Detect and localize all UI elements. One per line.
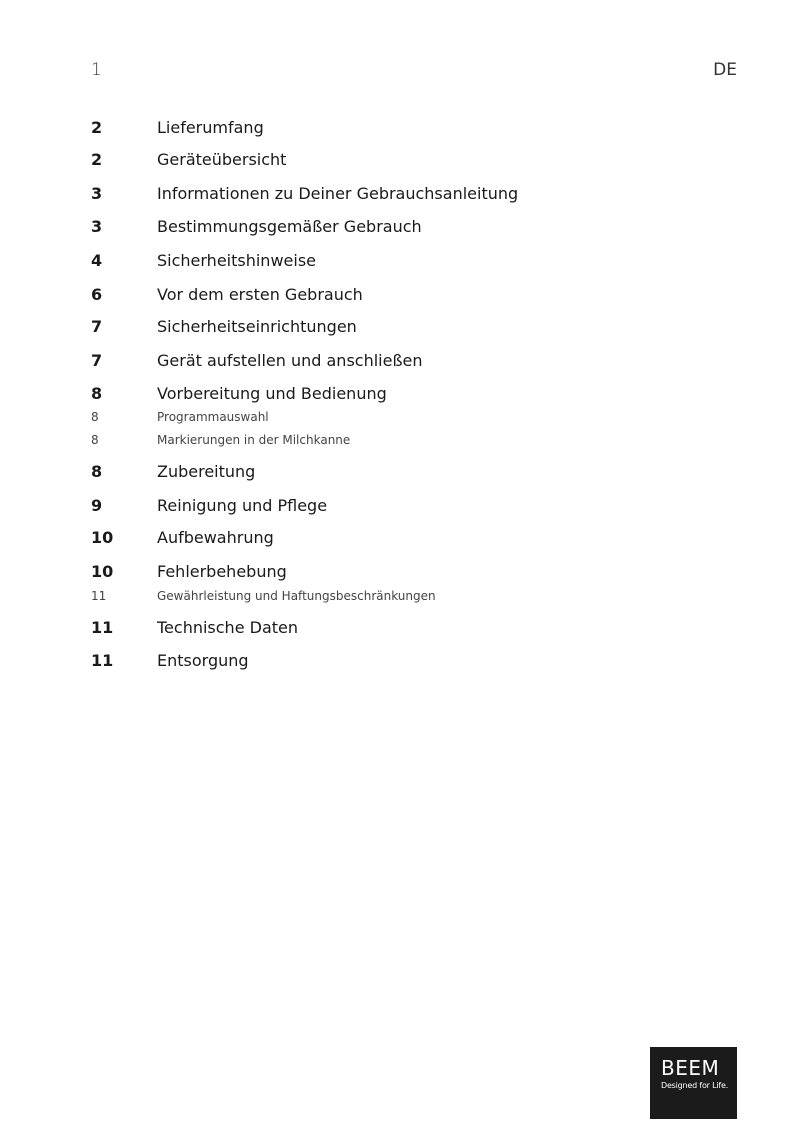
toc-title: Lieferumfang — [157, 118, 264, 137]
toc-entry — [91, 616, 731, 640]
toc-title: Sicherheitshinweise — [157, 251, 316, 270]
toc-page-number: 11 — [91, 651, 114, 670]
toc-page-number: 11 — [91, 589, 107, 603]
toc-title: Vorbereitung und Bedienung — [157, 384, 387, 403]
toc-title: Bestimmungsgemäßer Gebrauch — [157, 217, 422, 236]
toc-title: Gerät aufstellen und anschließen — [157, 351, 423, 370]
toc-page-number: 8 — [91, 384, 103, 403]
beem-logo — [650, 1047, 737, 1119]
toc-title: Informationen zu Deiner Gebrauchsanleitung — [157, 184, 519, 203]
toc-title: Fehlerbehebung — [157, 562, 287, 581]
toc-subentry — [91, 431, 731, 449]
toc-page-number: 8 — [91, 433, 99, 447]
toc-page-number: 2 — [91, 150, 103, 169]
toc-entry — [91, 249, 731, 273]
toc-page-number: 11 — [91, 618, 114, 637]
toc-page-number: 7 — [91, 317, 103, 336]
toc-title: Technische Daten — [157, 618, 299, 637]
toc-entry — [91, 148, 731, 172]
toc-entry — [91, 116, 731, 140]
table-of-contents — [91, 0, 731, 700]
toc-entry — [91, 526, 731, 550]
toc-title: Gewährleistung und Haftungsbeschränkungen — [157, 589, 436, 603]
logo-wordmark: BEEM — [661, 1056, 720, 1080]
toc-entry — [91, 649, 731, 673]
toc-entry — [91, 315, 731, 339]
page-number: 1 — [91, 60, 102, 80]
toc-title: Programmauswahl — [157, 410, 269, 424]
toc-page-number: 8 — [91, 462, 103, 481]
toc-page-number: 9 — [91, 496, 103, 515]
toc-page-number: 10 — [91, 562, 114, 581]
toc-page-number: 3 — [91, 217, 103, 236]
toc-page-number: 8 — [91, 410, 99, 424]
toc-page-number: 4 — [91, 251, 103, 270]
toc-title: Entsorgung — [157, 651, 249, 670]
toc-title: Sicherheitseinrichtungen — [157, 317, 357, 336]
toc-title: Markierungen in der Milchkanne — [157, 433, 351, 447]
toc-subentry — [91, 587, 731, 605]
toc-page-number: 7 — [91, 351, 103, 370]
toc-entry — [91, 215, 731, 239]
toc-title: Zubereitung — [157, 462, 256, 481]
toc-page-number: 10 — [91, 528, 114, 547]
toc-title: Vor dem ersten Gebrauch — [157, 285, 363, 304]
language-code: DE — [713, 60, 737, 80]
toc-entry — [91, 283, 731, 307]
toc-entry — [91, 182, 731, 206]
toc-entry — [91, 382, 731, 406]
toc-title: Geräteübersicht — [157, 150, 287, 169]
toc-page-number: 2 — [91, 118, 103, 137]
toc-subentry — [91, 408, 731, 426]
toc-page-number: 6 — [91, 285, 103, 304]
toc-entry — [91, 349, 731, 373]
logo-tagline: Designed for Life. — [661, 1081, 729, 1090]
toc-entry — [91, 460, 731, 484]
toc-title: Aufbewahrung — [157, 528, 274, 547]
toc-entry — [91, 560, 731, 584]
toc-entry — [91, 494, 731, 518]
toc-page-number: 3 — [91, 184, 103, 203]
toc-title: Reinigung und Pflege — [157, 496, 328, 515]
